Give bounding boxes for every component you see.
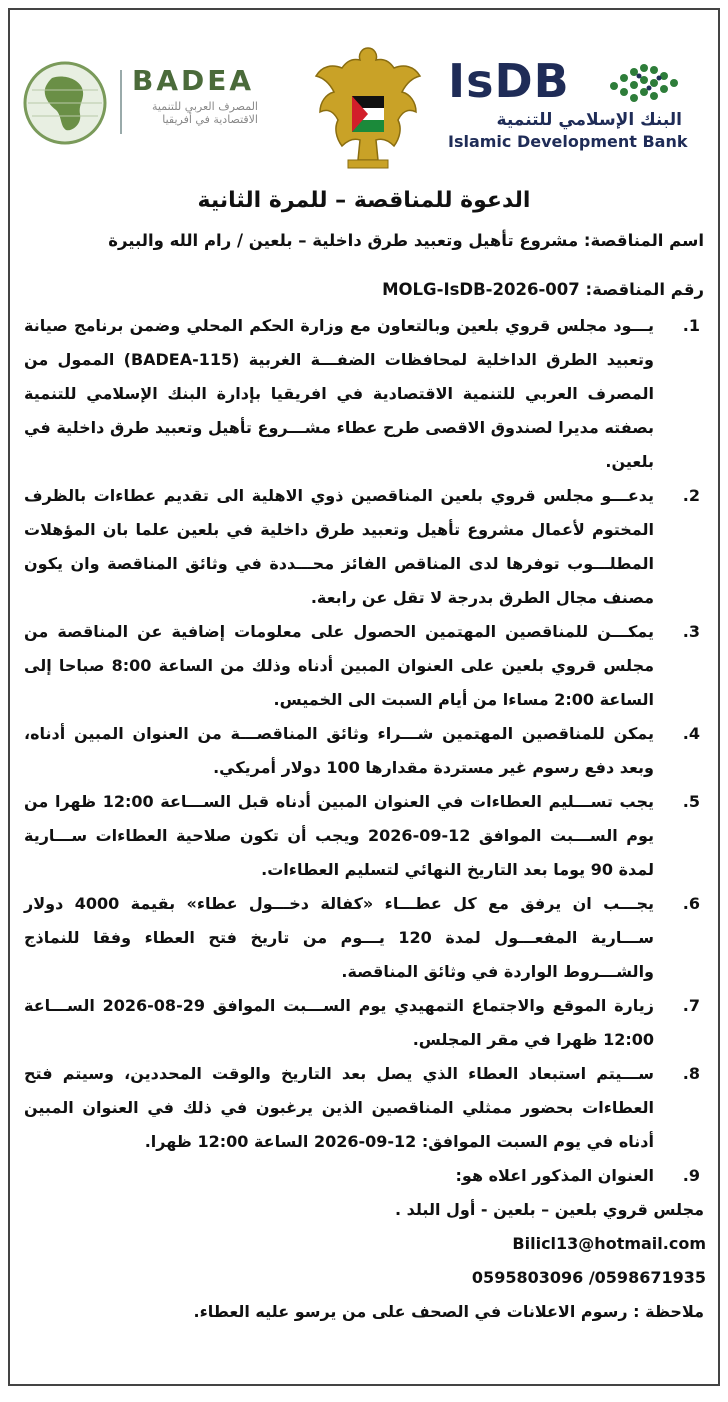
tender-clauses [10,309,718,1193]
badea-wordmark: BADEA [132,64,255,97]
footer-note: ملاحظة : رسوم الاعلانات في الصحف على من يرسو عليه العطاء. [193,1302,704,1321]
isdb-logo [448,50,688,150]
tender-name: اسم المناقصة: مشروع تأهيل وتعبيد طرق داخلية – بلعين / رام الله والبيرة [108,231,704,250]
clause-7 [24,989,706,1057]
clause-text: زيارة الموقع والاجتماع التمهيدي يوم الســـبت الموافق 29-08-2026 الســـاعة 12:00 ظهرا في مقر المجلس. [24,996,654,1049]
logo-strip [10,10,718,160]
isdb-globe-icon [594,58,686,108]
clause-text: يجب تســـليم العطاءات في العنوان المبين أدناه قبل الســـاعة 12:00 ظهرا من يوم الســـبت الموافق 12-09-2026 ويجب أن تكون صلاحية العطاءات ســـارية لمدة 90 يوما بعد التاريخ النهائي لتسليم العطاءات. [24,792,655,879]
clause-number: .3 [682,622,700,641]
clause-text: يمكـــن للمناقصين المهتمين الحصول على معلومات إضافية عن المناقصة من مجلس قروي بلعين على العنوان المبين أدناه وذلك من الساعة 8:00 صباحا إلى الساعة 2:00 مساءا من أيام السبت الى الخميس. [24,622,655,709]
clause-number: .4 [682,724,700,743]
tender-number: رقم المناقصة: MOLG-IsDB-2026-007 [382,280,704,299]
isdb-wordmark: IsDB [448,54,570,108]
clause-2 [24,479,706,615]
contact-email: Bilicl13@hotmail.com [512,1234,706,1253]
badea-arabic-name: المصرف العربي للتنمية الاقتصادية في أفريقيا [152,100,258,126]
clause-number: .8 [682,1064,700,1083]
clause-number: .7 [682,996,700,1015]
contact-phones: 0595803096 /0598671935 [471,1268,706,1287]
clause-5 [24,785,706,887]
address-line: مجلس قروي بلعين – بلعين - أول البلد . [394,1200,704,1219]
isdb-arabic-name: البنك الإسلامي للتنمية [496,110,682,130]
clause-text: يدعـــو مجلس قروي بلعين المناقصين ذوي الاهلية الى تقديم عطاءات بالظرف المختوم لأعمال مشروع تأهيل وتعبيد طرق داخلية في بلعين علما بان المؤهلات المطلـــوب توفرها لدى المناقص الفائز محـــددة في وثائق المناقصة وان يكون مصنف مجال الطرق بدرجة لا تقل عن رابعة. [24,486,654,607]
isdb-english-name: Islamic Development Bank [448,132,688,151]
clause-text: يمكن للمناقصين المهتمين شـــراء وثائق المناقصـــة من العنوان المبين أدناه، وبعد دفع رسوم غير مستردة مقدارها 100 دولار أمريكي. [24,724,654,777]
palestine-eagle-emblem-icon [312,42,424,172]
clause-number: .9 [682,1166,700,1185]
badea-africa-globe-icon [22,60,108,146]
badea-logo [22,58,282,154]
badea-divider [120,70,122,134]
clause-text: العنوان المذكور اعلاه هو: [455,1166,654,1185]
tender-announcement [8,8,720,1386]
clause-text: يجـــب ان يرفق مع كل عطـــاء «كفالة دخـــول عطاء» بقيمة 4000 دولار ســـارية المفعـــول لمدة 120 يـــوم من تاريخ فتح العطاء وفقا للنماذج والشـــروط الواردة في وثائق المناقصة. [24,894,655,981]
clause-number: .2 [682,486,700,505]
clause-text: ســـيتم استبعاد العطاء الذي يصل بعد التاريخ والوقت المحددين، وسيتم فتح العطاءات بحضور ممثلي المناقصين الذين يرغبون في ذلك في العنوان المبين أدناه في يوم السبت الموافق: 12-09-2026 الساعة 12:00 ظهرا. [24,1064,654,1151]
clause-text: يـــود مجلس قروي بلعين وبالتعاون مع وزارة الحكم المحلي وضمن برنامج صيانة وتعبيد الطرق الداخلية لمحافظات الضفـــة الغربية (BADEA-115) الممول من المصرف العربي للتنمية الاقتصادية في افريقيا بإدارة البنك الإسلامي للتنمية بصفته مديرا لصندوق الاقصى طرح عطاء مشـــروع تأهيل وتعبيد طرق داخلية في بلعين. [24,316,654,471]
clause-1 [24,309,706,479]
clause-6 [24,887,706,989]
clause-number: .1 [682,316,700,335]
clause-number: .6 [682,894,700,913]
clause-4 [24,717,706,785]
clause-number: .5 [682,792,700,811]
clause-9 [24,1159,706,1193]
clause-3 [24,615,706,717]
announcement-title: الدعوة للمناقصة – للمرة الثانية [197,188,531,213]
clause-8 [24,1057,706,1159]
